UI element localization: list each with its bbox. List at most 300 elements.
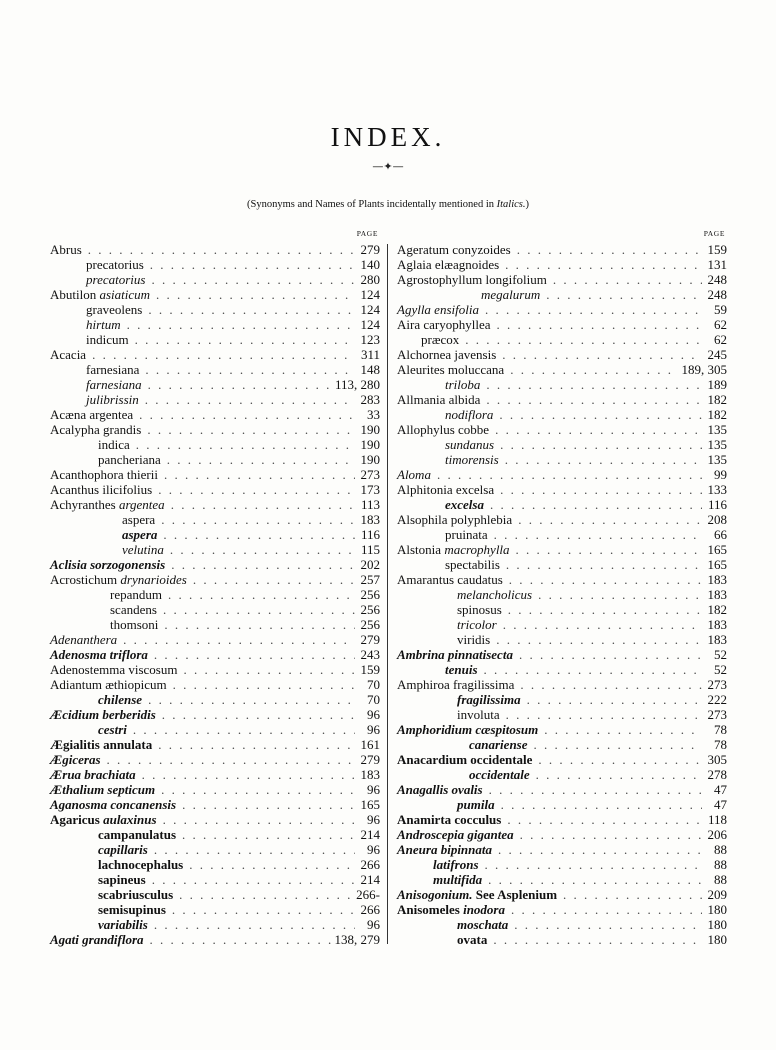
- dot-leader: [148, 917, 355, 932]
- entry-name: [397, 722, 538, 737]
- entry-name-part: timorensis: [445, 452, 499, 467]
- entry-name-part: julibrissin: [86, 392, 139, 407]
- entry-name: [397, 512, 512, 527]
- entry-name-part: hirtum: [86, 317, 121, 332]
- entry-name: [50, 467, 158, 482]
- dot-leader: [86, 347, 355, 362]
- page-column-header: PAGE: [356, 229, 378, 238]
- dot-leader: [157, 527, 355, 542]
- entry-name-part: Anacardium occidentale: [397, 752, 533, 767]
- entry-name-part: repandum: [110, 587, 162, 602]
- entry-page: 131: [707, 257, 727, 272]
- entry-page: 182: [707, 407, 727, 422]
- entry-name-part: chilense: [98, 692, 143, 707]
- entry-page: 189, 305: [681, 362, 727, 377]
- entry-name: [50, 452, 161, 467]
- index-entry: [50, 272, 380, 287]
- entry-name: [397, 617, 497, 632]
- index-entry: [397, 422, 727, 437]
- dot-leader: [142, 377, 332, 392]
- dot-leader: [117, 632, 355, 647]
- entry-name-part: Amarantus caudatus: [397, 572, 503, 587]
- entry-name: [397, 287, 540, 302]
- subtitle-text: (Synonyms and Names of Plants incidentally mentioned in: [246, 199, 497, 210]
- index-entry: [50, 302, 380, 317]
- dot-leader: [173, 887, 353, 902]
- index-entry: [50, 512, 380, 527]
- entry-name-part: Aclisia sorzogonensis: [50, 557, 166, 572]
- dot-leader: [161, 452, 355, 467]
- entry-page: 161: [360, 737, 380, 752]
- entry-page: 138, 279: [334, 932, 380, 947]
- entry-name: [397, 467, 431, 482]
- entry-page: 140: [360, 257, 380, 272]
- entry-name-part: Æthalium septicum: [50, 782, 156, 797]
- page-column-header: PAGE: [703, 229, 725, 238]
- entry-name-part: Agati grandiflora: [50, 932, 144, 947]
- dot-leader: [482, 872, 702, 887]
- entry-name-part: Adenosma triflora: [50, 647, 148, 662]
- entry-name-part: asiaticum: [99, 287, 151, 302]
- entry-page: 118: [707, 812, 727, 827]
- index-entry: [50, 542, 380, 557]
- entry-name: [50, 482, 152, 497]
- dot-leader: [148, 647, 355, 662]
- entry-page: 88: [714, 872, 727, 887]
- entry-list: [50, 242, 380, 947]
- entry-name: [397, 452, 499, 467]
- entry-name-part: argentea: [118, 497, 165, 512]
- dot-leader: [155, 512, 355, 527]
- index-entry: [397, 572, 727, 587]
- entry-name-part: multifida: [433, 872, 483, 887]
- dot-leader: [488, 527, 702, 542]
- entry-name: [397, 497, 484, 512]
- entry-name-part: aulaxinus: [103, 812, 157, 827]
- dot-leader: [144, 932, 332, 947]
- entry-name-part: pumila: [457, 797, 495, 812]
- dot-leader: [176, 827, 355, 842]
- entry-page: 124: [360, 287, 380, 302]
- entry-page: 123: [360, 332, 380, 347]
- entry-page: 52: [714, 647, 727, 662]
- index-entry: [50, 407, 380, 422]
- index-entry: [50, 872, 380, 887]
- entry-name: [397, 737, 528, 752]
- index-entry: [397, 527, 727, 542]
- dot-leader: [532, 587, 702, 602]
- entry-name: [397, 647, 513, 662]
- index-entry: [50, 692, 380, 707]
- dot-leader: [513, 647, 702, 662]
- entry-name-part: inodora: [463, 902, 505, 917]
- entry-page: 115: [360, 542, 380, 557]
- entry-page: 70: [367, 677, 380, 692]
- dot-leader: [165, 557, 355, 572]
- entry-name-part: velutina: [122, 542, 164, 557]
- entry-page: 159: [707, 242, 727, 257]
- entry-page: 180: [707, 917, 727, 932]
- index-entry: [50, 452, 380, 467]
- entry-name: [50, 677, 167, 692]
- entry-page: 279: [360, 752, 380, 767]
- entry-name-part: Agaricus: [50, 812, 104, 827]
- index-entry: [50, 482, 380, 497]
- index-entry: [50, 917, 380, 932]
- entry-name: [50, 287, 150, 302]
- entry-name: [397, 542, 510, 557]
- index-entry: [397, 647, 727, 662]
- entry-name: [50, 767, 136, 782]
- entry-page: 88: [714, 842, 727, 857]
- entry-name: [50, 392, 139, 407]
- entry-name: [50, 572, 187, 587]
- entry-page: 206: [707, 827, 727, 842]
- entry-page: 214: [360, 872, 380, 887]
- entry-name: [50, 317, 121, 332]
- entry-name-part: viridis: [457, 632, 491, 647]
- entry-page: 173: [360, 482, 380, 497]
- index-entry: [397, 407, 727, 422]
- index-entry: [50, 602, 380, 617]
- index-entry: [397, 902, 727, 917]
- entry-name-part: variabilis: [98, 917, 148, 932]
- entry-name: [397, 362, 504, 377]
- entry-name-part: Æcidium berberidis: [50, 707, 156, 722]
- index-entry: [50, 662, 380, 677]
- index-entry: [397, 767, 727, 782]
- index-entry: [397, 362, 727, 377]
- dot-leader: [158, 617, 355, 632]
- index-entry: [397, 887, 727, 902]
- entry-name-part: Adenostemma viscosum: [50, 662, 178, 677]
- dot-leader: [547, 272, 702, 287]
- entry-page: 189: [707, 377, 727, 392]
- entry-name: [50, 272, 145, 287]
- entry-page: 256: [360, 587, 380, 602]
- index-entry: [397, 317, 727, 332]
- index-entry: [397, 272, 727, 287]
- entry-name-part: tenuis: [445, 662, 478, 677]
- entry-page: 183: [707, 572, 727, 587]
- entry-page: 96: [367, 842, 380, 857]
- entry-name-part: See Asplenium: [472, 887, 558, 902]
- entry-name-part: spectabilis: [445, 557, 500, 572]
- entry-page: 165: [360, 797, 380, 812]
- dot-leader: [479, 857, 702, 872]
- entry-name-part: Aneura bipinnata: [397, 842, 493, 857]
- entry-page: 70: [367, 692, 380, 707]
- index-entry: [397, 707, 727, 722]
- subtitle-italic-word: Italics.: [496, 199, 526, 210]
- dot-leader: [130, 437, 355, 452]
- entry-name-part: Alsophila polyphlebia: [397, 512, 513, 527]
- index-entry: [50, 392, 380, 407]
- entry-name-part: Ægiceras: [50, 752, 101, 767]
- entry-name: [397, 827, 514, 842]
- entry-name-part: Acæna argentea: [50, 407, 134, 422]
- entry-page: 278: [707, 767, 727, 782]
- entry-name: [50, 527, 157, 542]
- entry-name: [397, 392, 480, 407]
- dot-leader: [155, 782, 355, 797]
- entry-page: 180: [707, 902, 727, 917]
- entry-name-part: capillaris: [98, 842, 148, 857]
- dot-leader: [144, 257, 355, 272]
- dot-leader: [101, 752, 355, 767]
- dot-leader: [497, 617, 702, 632]
- entry-name: [397, 482, 494, 497]
- entry-name: [397, 347, 496, 362]
- dot-leader: [514, 827, 702, 842]
- entry-name: [397, 797, 495, 812]
- index-entry: [50, 842, 380, 857]
- entry-name: [397, 437, 494, 452]
- dot-leader: [152, 482, 355, 497]
- dot-leader: [129, 332, 355, 347]
- index-entry: [397, 842, 727, 857]
- index-entry: [50, 752, 380, 767]
- entry-name-part: Aglaia elæagnoides: [397, 257, 500, 272]
- dot-leader: [512, 512, 702, 527]
- index-entry: [50, 317, 380, 332]
- entry-name: [397, 857, 479, 872]
- entry-name: [397, 932, 487, 947]
- entry-name-part: Allmania albida: [397, 392, 481, 407]
- entry-page: 256: [360, 602, 380, 617]
- index-entry: [50, 557, 380, 572]
- entry-name-part: aspera: [122, 527, 158, 542]
- entry-name-part: pruinata: [445, 527, 488, 542]
- dot-leader: [136, 767, 355, 782]
- entry-page: 159: [360, 662, 380, 677]
- index-entry: [397, 482, 727, 497]
- entry-page: 183: [707, 617, 727, 632]
- dot-leader: [505, 902, 702, 917]
- index-entry: [50, 347, 380, 362]
- entry-name: [397, 572, 503, 587]
- page-title: INDEX.: [330, 122, 446, 152]
- dot-leader: [459, 332, 702, 347]
- entry-page: 279: [360, 632, 380, 647]
- entry-name-part: sapineus: [98, 872, 146, 887]
- entry-name-part: Acalypha grandis: [50, 422, 142, 437]
- dot-leader: [145, 272, 355, 287]
- index-entry: [397, 617, 727, 632]
- dot-leader: [127, 722, 355, 737]
- entry-name: [397, 407, 493, 422]
- dot-leader: [156, 707, 355, 722]
- index-subtitle: [0, 199, 776, 210]
- index-entry: [50, 737, 380, 752]
- entry-page: 183: [360, 512, 380, 527]
- entry-name-part: Abutilon: [50, 287, 100, 302]
- index-entry: [397, 287, 727, 302]
- index-entry: [397, 332, 727, 347]
- entry-name-part: nodiflora: [445, 407, 494, 422]
- entry-page: 96: [367, 722, 380, 737]
- entry-page: 78: [714, 737, 727, 752]
- entry-page: 33: [367, 407, 380, 422]
- index-entry: [397, 302, 727, 317]
- entry-name-part: canariense: [469, 737, 528, 752]
- dot-leader: [490, 317, 702, 332]
- index-entry: [397, 392, 727, 407]
- entry-name: [397, 332, 459, 347]
- entry-page: 59: [714, 302, 727, 317]
- entry-page: 243: [360, 647, 380, 662]
- entry-name-part: latifrons: [433, 857, 479, 872]
- dot-leader: [139, 362, 355, 377]
- entry-name: [397, 767, 530, 782]
- dot-leader: [501, 812, 702, 827]
- dot-leader: [502, 602, 702, 617]
- entry-name-part: excelsa: [445, 497, 484, 512]
- dot-leader: [484, 497, 702, 512]
- entry-name: [50, 902, 166, 917]
- entry-page: 116: [707, 497, 727, 512]
- dot-leader: [431, 467, 702, 482]
- index-entry: [397, 452, 727, 467]
- entry-name-part: Agylla ensifolia: [397, 302, 479, 317]
- entry-name: [397, 317, 490, 332]
- index-entry: [397, 692, 727, 707]
- entry-name-part: Aleurites moluccana: [397, 362, 505, 377]
- entry-name-part: Anisomeles: [397, 902, 464, 917]
- dot-leader: [187, 572, 355, 587]
- entry-page: 66: [714, 527, 727, 542]
- entry-page: 248: [707, 287, 727, 302]
- entry-name-part: semisupinus: [98, 902, 166, 917]
- index-entry: [397, 467, 727, 482]
- entry-name: [397, 557, 500, 572]
- entry-name-part: melancholicus: [457, 587, 533, 602]
- entry-name: [50, 332, 129, 347]
- entry-name-part: involuta: [457, 707, 500, 722]
- entry-page: 96: [367, 917, 380, 932]
- entry-name: [50, 932, 144, 947]
- entry-page: 182: [707, 392, 727, 407]
- entry-page: 183: [707, 632, 727, 647]
- entry-name-part: scandens: [110, 602, 157, 617]
- entry-page: 88: [714, 857, 727, 872]
- index-entry: [397, 722, 727, 737]
- entry-name: [397, 587, 532, 602]
- entry-name: [50, 377, 142, 392]
- entry-name: [50, 347, 86, 362]
- dot-leader: [504, 362, 678, 377]
- entry-name: [397, 902, 505, 917]
- index-entry: [397, 872, 727, 887]
- dot-leader: [167, 677, 355, 692]
- index-entry: [50, 632, 380, 647]
- index-column-right: [397, 229, 727, 947]
- dot-leader: [479, 302, 702, 317]
- entry-name: [50, 542, 164, 557]
- entry-name-part: Anamirta cocculus: [397, 812, 502, 827]
- entry-page: 47: [714, 782, 727, 797]
- entry-name-part: Acanthus ilicifolius: [50, 482, 153, 497]
- entry-page: 311: [360, 347, 380, 362]
- dot-leader: [557, 887, 702, 902]
- entry-list: [397, 242, 727, 947]
- entry-page: 78: [714, 722, 727, 737]
- title-ornament: —✦—: [372, 160, 404, 173]
- dot-leader: [511, 242, 702, 257]
- dot-leader: [150, 287, 355, 302]
- dot-leader: [158, 467, 355, 482]
- dot-leader: [489, 422, 702, 437]
- dot-leader: [146, 872, 355, 887]
- entry-page: 305: [707, 752, 727, 767]
- entry-name: [50, 662, 177, 677]
- entry-name: [397, 632, 490, 647]
- dot-leader: [165, 497, 355, 512]
- entry-name-part: megalurum: [481, 287, 541, 302]
- entry-name-part: lachnocephalus: [98, 857, 184, 872]
- entry-page: 52: [714, 662, 727, 677]
- index-entry: [50, 587, 380, 602]
- entry-name: [397, 677, 514, 692]
- entry-name: [50, 692, 142, 707]
- index-entry: [50, 887, 380, 902]
- entry-page: 124: [360, 317, 380, 332]
- entry-name-part: moschata: [457, 917, 509, 932]
- subtitle-close: ): [525, 199, 529, 210]
- entry-name-part: Abrus: [50, 242, 82, 257]
- index-entry: [50, 932, 380, 947]
- entry-name: [397, 662, 478, 677]
- entry-name: [50, 557, 165, 572]
- entry-name: [50, 827, 176, 842]
- entry-page: 248: [707, 272, 727, 287]
- dot-leader: [148, 842, 355, 857]
- index-entry: [50, 797, 380, 812]
- entry-name-part: Alchornea javensis: [397, 347, 497, 362]
- entry-page: 245: [707, 347, 727, 362]
- entry-name-part: Adenanthera: [50, 632, 118, 647]
- entry-name-part: Androscepia gigantea: [397, 827, 514, 842]
- entry-page: 190: [360, 422, 380, 437]
- dot-leader: [492, 842, 702, 857]
- index-entry: [50, 827, 380, 842]
- entry-name: [50, 632, 117, 647]
- index-entry: [397, 497, 727, 512]
- index-entry: [397, 797, 727, 812]
- entry-name: [50, 722, 127, 737]
- index-entry: [50, 362, 380, 377]
- dot-leader: [521, 692, 702, 707]
- entry-name-part: Allophylus cobbe: [397, 422, 490, 437]
- entry-name-part: graveolens: [86, 302, 143, 317]
- entry-name-part: Achyranthes: [50, 497, 119, 512]
- entry-name: [397, 707, 500, 722]
- dot-leader: [142, 692, 355, 707]
- entry-page: 222: [707, 692, 727, 707]
- entry-name: [50, 257, 144, 272]
- index-entry: [50, 242, 380, 257]
- index-entry: [50, 497, 380, 512]
- index-entry: [50, 617, 380, 632]
- dot-leader: [142, 302, 355, 317]
- entry-name: [50, 797, 176, 812]
- entry-page: 124: [360, 302, 380, 317]
- dot-leader: [478, 662, 702, 677]
- dot-leader: [152, 737, 355, 752]
- entry-page: 190: [360, 437, 380, 452]
- dot-leader: [483, 782, 702, 797]
- entry-page: 279: [360, 242, 380, 257]
